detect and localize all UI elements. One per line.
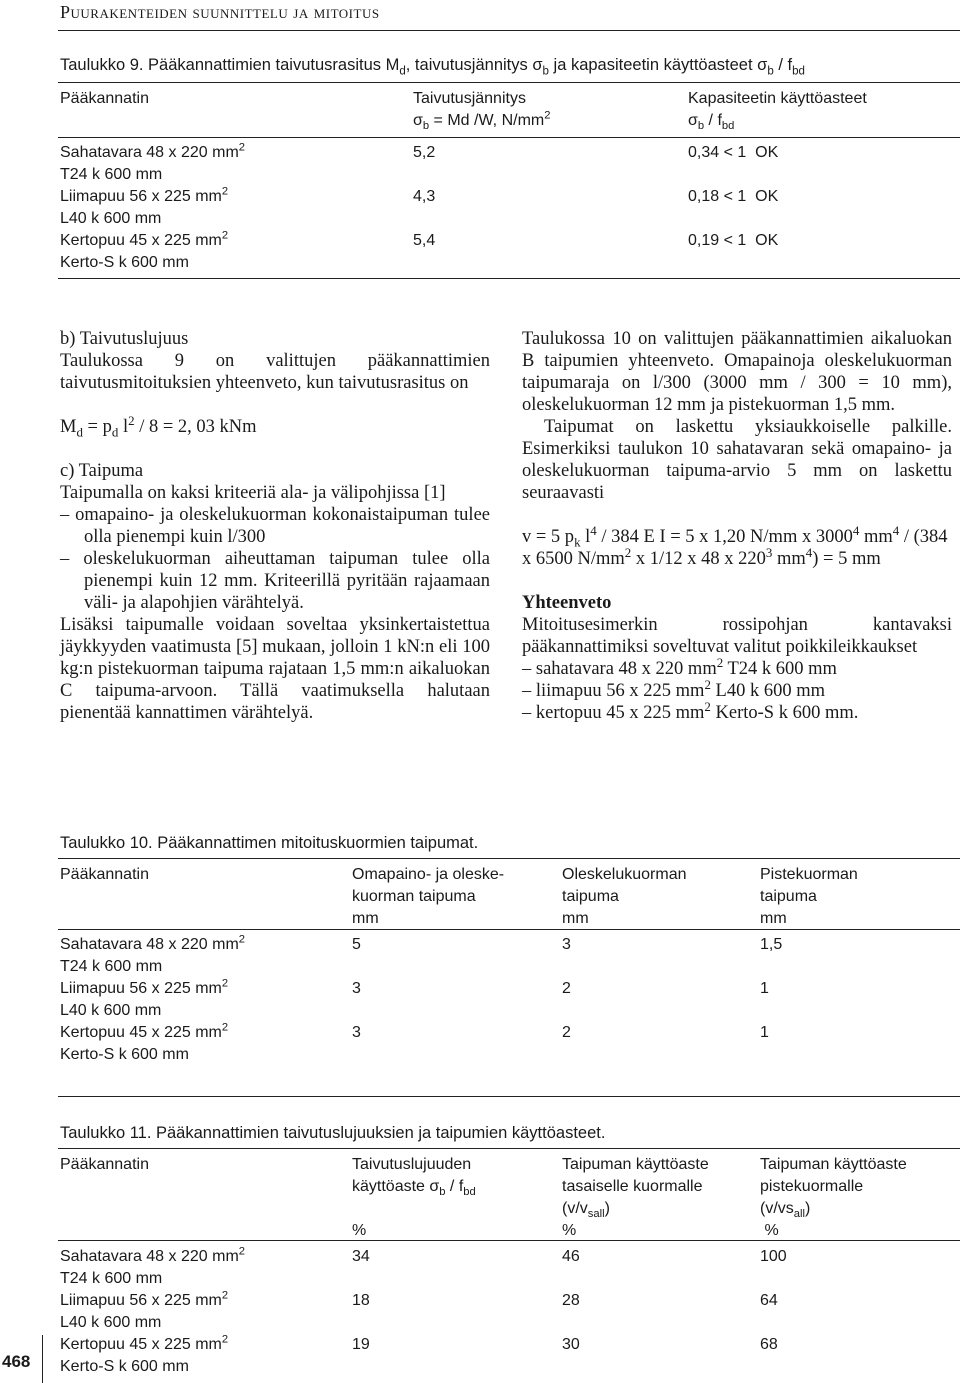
table11-header-rule xyxy=(58,1240,960,1241)
section-b-heading: b) Taivutuslujuus xyxy=(60,329,189,349)
table11-row3-name: Kertopuu 45 x 225 $mm^2$ Kerto-S k 600 mm xyxy=(60,1333,229,1375)
table9-row3-usage: 0,19 < 1 OK xyxy=(688,232,779,249)
table11-caption: Taulukko 11. Pääkannattimien taivutuslujuuksien ja taipumien käyttöasteet. xyxy=(60,1124,606,1142)
criterion-1: – omapaino- ja oleskelukuorman kokonaistaipuman tulee olla pienempi kuin l/300 xyxy=(60,505,490,547)
summary-heading: Yhteenveto xyxy=(522,593,612,613)
page-number-rule xyxy=(42,1335,43,1383)
table10-header-col2: Omapaino- ja oleske- kuorman taipuma mm xyxy=(352,866,505,927)
table9-header-rule xyxy=(58,137,960,138)
table9-row3-name: Kertopuu 45 x 225 $mm^2$ Kerto-S k 600 mm xyxy=(60,229,229,271)
table9-row2-stress: 4,3 xyxy=(413,188,436,205)
deflection-formula: v = 5 $p_k$ $l^4 / 384$ E I = 5 x 1,20 N/mm x 3000$^4$ $mm^4 / (384$ x 6500 $N/mm^2$ x 1/12 x 48 x $220^3$ $mm^4) = 5$ mm xyxy=(522,522,948,569)
table10-intro: Taulukossa 10 on valittujen pääkannattimien aikaluokan B taipumien yhteenveto. Omapainoja oleskelukuorman taipumaraja on l/300 (3000 mm / 300 = 10 mm), oleskelukuorman 12 mm ja pistekuorman 1,5 mm. xyxy=(522,329,952,415)
table10-header-rule xyxy=(58,929,960,930)
table11-header-col1: Pääkannatin xyxy=(60,1156,149,1173)
stiffness-paragraph: Lisäksi taipumalle voidaan soveltaa yksinkertaistettua jäykkyyden vaatimusta [5] mukaan, jolloin 1 kN:n eli 100 kg:n pistekuorman taipuma rajataan 1,5 mm:n aikaluokan C taipuma-arvoon. Tällä vaatimuksella halutaan pienentää kannattimen värähtelyä. xyxy=(60,615,490,723)
table9-row2-usage: 0,18 < 1 OK xyxy=(688,188,779,205)
table9-header-col1: Pääkannatin xyxy=(60,90,149,107)
table11-row3-point: 68 xyxy=(760,1336,778,1353)
section-c-paragraph: Taipumalla on kaksi kriteeriä ala- ja välipohjissa [1] xyxy=(60,483,446,503)
table9-top-rule xyxy=(58,82,960,83)
left-column xyxy=(60,328,490,724)
table10-bottom-rule xyxy=(58,1096,960,1097)
header-rule xyxy=(58,30,960,31)
table11-header-col3: Taipuman käyttöaste tasaiselle kuormalle $(v/v_{sall})$ % xyxy=(562,1156,709,1239)
table11-header-col2: Taivutuslujuuden käyttöaste $\sigma_b / f_{bd}$ % xyxy=(352,1156,476,1239)
table10-row2-point: 1 xyxy=(760,980,769,997)
criterion-2: – oleskelukuorman aiheuttaman taipuman tulee olla pienempi kuin 12 mm. Kriteerillä pyritään rajaamaan väli- ja alapohjien värähtelyä. xyxy=(60,549,490,613)
summary-item-2: – liimapuu 56 x 225 $mm^2$ L40 k 600 mm xyxy=(522,676,825,701)
table9-caption: Taulukko 9. Pääkannattimien taivutusrasitus $M_d$, taivutusjännitys $\sigma_b$ ja kapasiteetin käyttöasteet $\sigma_b / f_{bd}$ xyxy=(60,56,805,78)
table11-row1-bending: 34 xyxy=(352,1248,370,1265)
table11-row2-name: Liimapuu 56 x 225 $mm^2$ L40 k 600 mm xyxy=(60,1289,229,1331)
table10-header-col3: Oleskelukuorman taipuma mm xyxy=(562,866,687,927)
table10-top-rule xyxy=(58,858,960,859)
section-b-paragraph: Taulukossa 9 on valittujen pääkannattimien taivutusmitoituksien yhteenveto, kun taivutusrasitus on xyxy=(60,351,490,393)
table9-header-col2: Taivutusjännitys $\sigma_b = Md$ /W, $N/mm^2$ xyxy=(413,90,551,133)
table11-row2-uniform: 28 xyxy=(562,1292,580,1309)
table10-row3-total: 3 xyxy=(352,1024,361,1041)
table11-top-rule xyxy=(58,1148,960,1149)
table9-row1-stress: 5,2 xyxy=(413,144,436,161)
table9-row2-name: Liimapuu 56 x 225 $mm^2$ L40 k 600 mm xyxy=(60,185,229,227)
table11-header-col4: Taipuman käyttöaste pistekuormalle $(v/vs_{all})$ % xyxy=(760,1156,907,1239)
table11-row3-bending: 19 xyxy=(352,1336,370,1353)
table11-row2-bending: 18 xyxy=(352,1292,370,1309)
table10-row2-total: 3 xyxy=(352,980,361,997)
table11-row1-uniform: 46 xyxy=(562,1248,580,1265)
running-header: Puurakenteiden suunnittelu ja mitoitus xyxy=(60,2,380,22)
table10-row2-live: 2 xyxy=(562,980,571,997)
table9-row1-name: Sahatavara 48 x 220 $mm^2$ T24 k 600 mm xyxy=(60,141,245,183)
table10-row3-point: 1 xyxy=(760,1024,769,1041)
table11-row3-uniform: 30 xyxy=(562,1336,580,1353)
table10-row1-live: 3 xyxy=(562,936,571,953)
table9-bottom-rule xyxy=(58,278,960,279)
summary-item-3: – kertopuu 45 x 225 $mm^2$ Kerto-S k 600 mm. xyxy=(522,698,859,723)
table11-row1-point: 100 xyxy=(760,1248,787,1265)
table10-header-col4: Pistekuorman taipuma mm xyxy=(760,866,858,927)
table10-row2-name: Liimapuu 56 x 225 $mm^2$ L40 k 600 mm xyxy=(60,977,229,1019)
table9-header-col3: Kapasiteetin käyttöasteet $\sigma_b / f_{bd}$ xyxy=(688,90,867,133)
table10-caption: Taulukko 10. Pääkannattimen mitoituskuormien taipumat. xyxy=(60,834,479,852)
table9-row1-usage: 0,34 < 1 OK xyxy=(688,144,779,161)
table10-row1-point: 1,5 xyxy=(760,936,783,953)
table10-row3-live: 2 xyxy=(562,1024,571,1041)
table9-row3-stress: 5,4 xyxy=(413,232,436,249)
table11-row2-point: 64 xyxy=(760,1292,778,1309)
section-c-heading: c) Taipuma xyxy=(60,461,144,481)
summary-item-1: – sahatavara 48 x 220 $mm^2$ T24 k 600 mm xyxy=(522,654,837,679)
table10-header-col1: Pääkannatin xyxy=(60,866,149,883)
page-number: 468 xyxy=(2,1352,31,1371)
table10-row1-name: Sahatavara 48 x 220 $mm^2$ T24 k 600 mm xyxy=(60,933,245,975)
table11-row1-name: Sahatavara 48 x 220 $mm^2$ T24 k 600 mm xyxy=(60,1245,245,1287)
right-column xyxy=(522,328,952,724)
table10-row1-total: 5 xyxy=(352,936,361,953)
deflection-example: Taipumat on laskettu yksiaukkoiselle palkille. Esimerkiksi taulukon 10 sahatavaran sekä omapaino- ja oleskelukuorman taipuma-arvio 5 mm on laskettu seuraavasti xyxy=(522,417,952,503)
summary-paragraph: Mitoitusesimerkin rossipohjan kantavaksi pääkannattimiksi soveltuvat valitut poikkileikkaukset xyxy=(522,615,952,657)
table10-row3-name: Kertopuu 45 x 225 $mm^2$ Kerto-S k 600 mm xyxy=(60,1021,229,1063)
moment-formula: $M_d = p_d$ $l^2 / 8 = 2$, 03 kNm xyxy=(60,412,257,440)
